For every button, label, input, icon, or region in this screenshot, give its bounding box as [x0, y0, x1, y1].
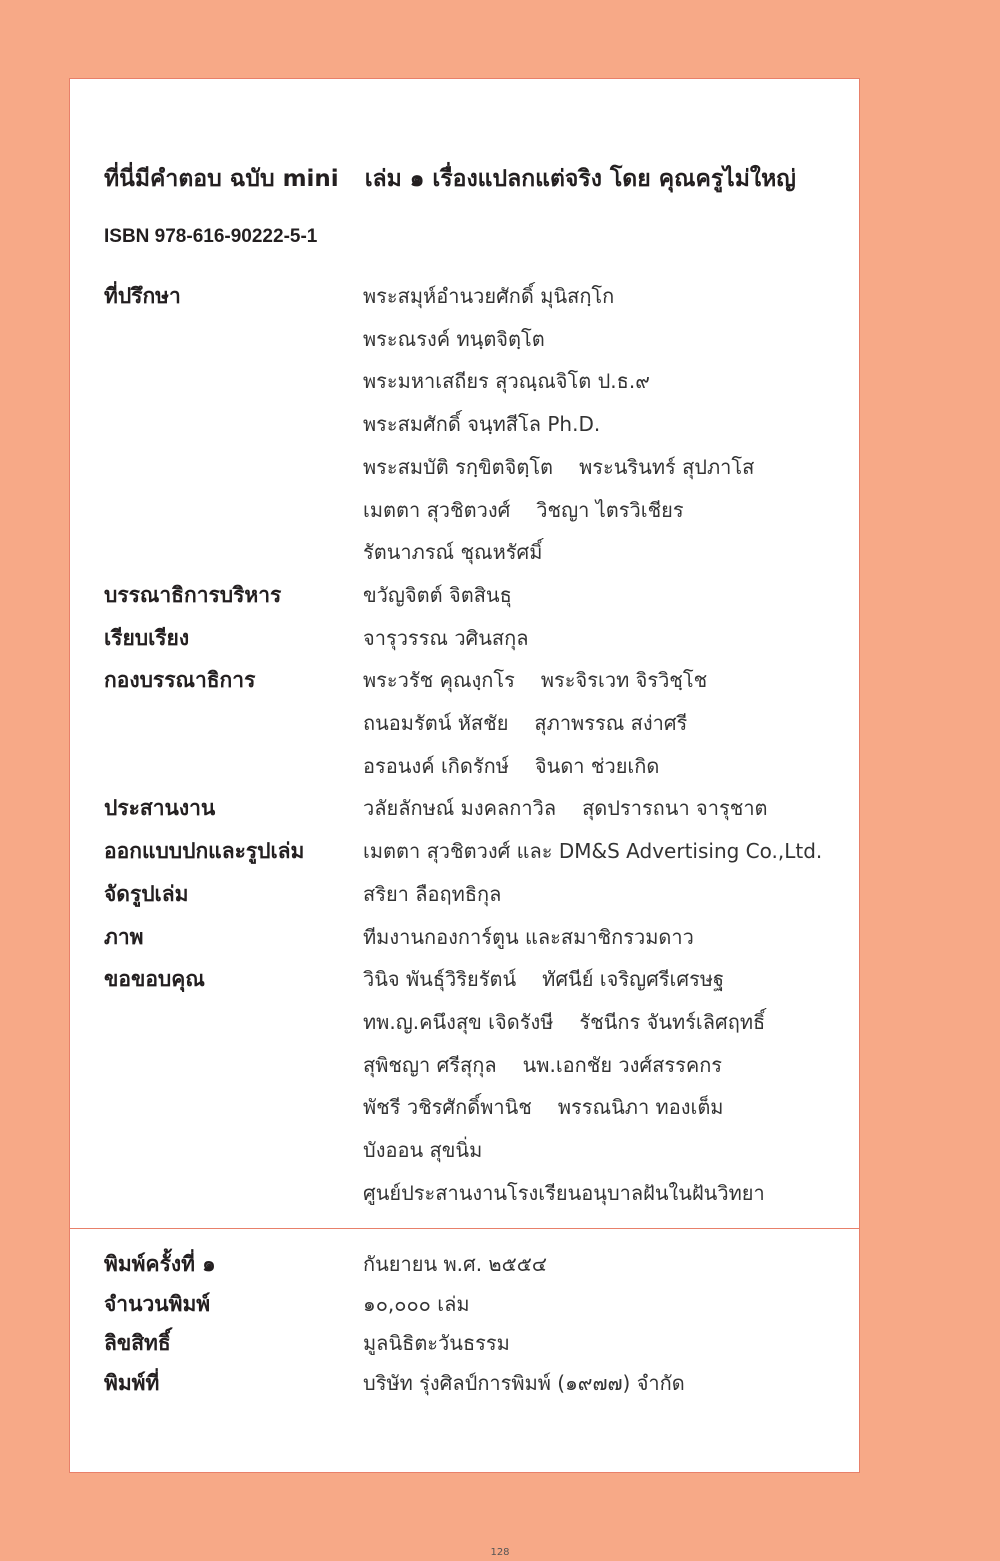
credit-name: วลัยลักษณ์ มงคลกาวิล [363, 796, 557, 821]
print-row [104, 1285, 854, 1325]
print-label: พิมพ์ครั้งที่ ๑ [104, 1252, 216, 1276]
credit-row [104, 916, 854, 959]
book-title-series: ที่นี่มีคำตอบ ฉบับ mini [104, 166, 339, 192]
credit-line [363, 446, 854, 489]
credit-label: ออกแบบปกและรูปเล่ม [104, 839, 305, 864]
credit-values [363, 617, 854, 660]
credit-values [363, 873, 854, 916]
credit-values [363, 275, 854, 574]
credit-row [104, 574, 854, 617]
credit-name: เมตตา สุวชิตวงศ์ และ DM&S Advertising Co.,Ltd. [363, 839, 823, 864]
credit-line [363, 702, 854, 745]
credit-name: ทัศนีย์ เจริญศรีเศรษฐ [542, 967, 725, 992]
colophon-card [69, 78, 860, 1473]
credit-line [363, 659, 854, 702]
credit-line [363, 787, 854, 830]
credit-line [363, 617, 854, 660]
credit-line [363, 1001, 854, 1044]
credit-label: บรรณาธิการบริหาร [104, 582, 282, 607]
credit-name: พระสมศักดิ์ จนฺทสีโล Ph.D. [363, 412, 601, 437]
credit-name: พระณรงค์ ทนฺตจิตฺโต [363, 326, 545, 351]
credit-values [363, 574, 854, 617]
credit-line [363, 318, 854, 361]
print-value: กันยายน พ.ศ. ๒๕๕๔ [363, 1252, 548, 1276]
credit-row [104, 659, 854, 787]
credit-row [104, 787, 854, 830]
credit-line [363, 1129, 854, 1172]
credit-name: ทพ.ญ.คนึงสุข เจิดรังษี [363, 1009, 554, 1034]
credit-name: ทีมงานกองการ์ตูน และสมาชิกรวมดาว [363, 924, 694, 949]
credit-name: สริยา ลือฤทธิกุล [363, 881, 502, 906]
credit-line [363, 275, 854, 318]
credit-name: จารุวรรณ วศินสกุล [363, 625, 529, 650]
credit-line [363, 873, 854, 916]
credit-name: ศูนย์ประสานงานโรงเรียนอนุบาลฝันในฝันวิทยา [363, 1180, 765, 1205]
credit-name: พัชรี วชิรศักดิ์พานิช [363, 1095, 532, 1120]
credit-line [363, 1086, 854, 1129]
credit-line [363, 489, 854, 532]
credit-row [104, 275, 854, 574]
credit-name: สุพิชญา ศรีสุกุล [363, 1052, 497, 1077]
book-title [104, 161, 796, 197]
credits-list [104, 275, 854, 1214]
credit-label: ที่ปรึกษา [104, 284, 181, 308]
credit-label: ขอขอบคุณ [104, 967, 205, 992]
print-label: ลิขสิทธิ์ [104, 1331, 171, 1355]
print-details [104, 1245, 854, 1403]
isbn: ISBN 978-616-90222-5-1 [104, 226, 318, 247]
credit-name: นพ.เอกชัย วงศ์สรรคกร [522, 1052, 723, 1077]
credit-row [104, 873, 854, 916]
credit-name: พระวรัช คุณงฺกโร [363, 668, 515, 693]
credit-values [363, 916, 854, 959]
credit-name: พรรณนิภา ทองเต็ม [557, 1095, 724, 1120]
credit-name: พระนรินทร์ สุปภาโส [579, 454, 755, 479]
credit-name: พระจิรเวท จิรวิชฺโช [540, 668, 708, 693]
print-row [104, 1364, 854, 1404]
print-label: พิมพ์ที่ [104, 1370, 160, 1395]
book-title-volume: เล่ม ๑ เรื่องแปลกแต่จริง โดย คุณครูไม่ใหญ่ [364, 166, 796, 192]
credit-label: จัดรูปเล่ม [104, 881, 189, 906]
credit-name: รัชนีกร จันทร์เลิศฤทธิ์ [579, 1009, 766, 1034]
credit-label: ภาพ [104, 924, 144, 949]
page-number: 128 [490, 1547, 510, 1558]
credit-label: เรียบเรียง [104, 625, 190, 650]
credit-name: วิชญา ไตรวิเชียร [536, 497, 684, 522]
credit-name: พระมหาเสถียร สุวณฺณจิโต ป.ธ.๙ [363, 369, 650, 394]
credit-name: รัตนาภรณ์ ชุณหรัศมิ์ [363, 540, 543, 565]
credit-row [104, 830, 854, 873]
credit-line [363, 531, 854, 574]
credit-name: สุภาพรรณ สง่าศรี [534, 711, 688, 736]
credit-line [363, 745, 854, 788]
credit-name: จินดา ช่วยเกิด [534, 753, 660, 778]
credit-line [363, 1172, 854, 1215]
credit-line [363, 830, 854, 873]
print-label: จำนวนพิมพ์ [104, 1291, 211, 1316]
section-divider [70, 1228, 859, 1229]
credit-name: พระสมบัติ รกฺขิตจิตฺโต [363, 454, 554, 479]
credit-name: ขวัญจิตต์ จิตสินธุ [363, 582, 512, 607]
credit-row [104, 958, 854, 1214]
credit-name: สุดปรารถนา จารุชาต [582, 796, 768, 821]
credit-values [363, 958, 854, 1214]
credit-values [363, 787, 854, 830]
print-value: บริษัท รุ่งศิลป์การพิมพ์ (๑๙๗๗) จำกัด [363, 1370, 685, 1395]
credit-name: บังออน สุขนิ่ม [363, 1138, 483, 1163]
credit-values [363, 659, 854, 787]
credit-line [363, 958, 854, 1001]
credit-row [104, 617, 854, 660]
credit-name: พระสมุห์อำนวยศักดิ์ มุนิสกฺโก [363, 284, 615, 308]
credit-name: ถนอมรัตน์ หัสชัย [363, 711, 509, 736]
credit-line [363, 574, 854, 617]
print-value: มูลนิธิตะวันธรรม [363, 1331, 510, 1355]
credit-name: อรอนงค์ เกิดรักษ์ [363, 753, 509, 778]
credit-line [363, 916, 854, 959]
credit-label: ประสานงาน [104, 796, 216, 821]
print-value: ๑๐,๐๐๐ เล่ม [363, 1291, 470, 1316]
print-row [104, 1245, 854, 1285]
credit-line [363, 403, 854, 446]
credit-line [363, 360, 854, 403]
print-row [104, 1324, 854, 1364]
credit-label: กองบรรณาธิการ [104, 668, 256, 693]
credit-line [363, 1044, 854, 1087]
credit-name: เมตตา สุวชิตวงศ์ [363, 497, 511, 522]
credit-name: วินิจ พันธุ์วิริยรัตน์ [363, 967, 517, 992]
credit-values [363, 830, 854, 873]
